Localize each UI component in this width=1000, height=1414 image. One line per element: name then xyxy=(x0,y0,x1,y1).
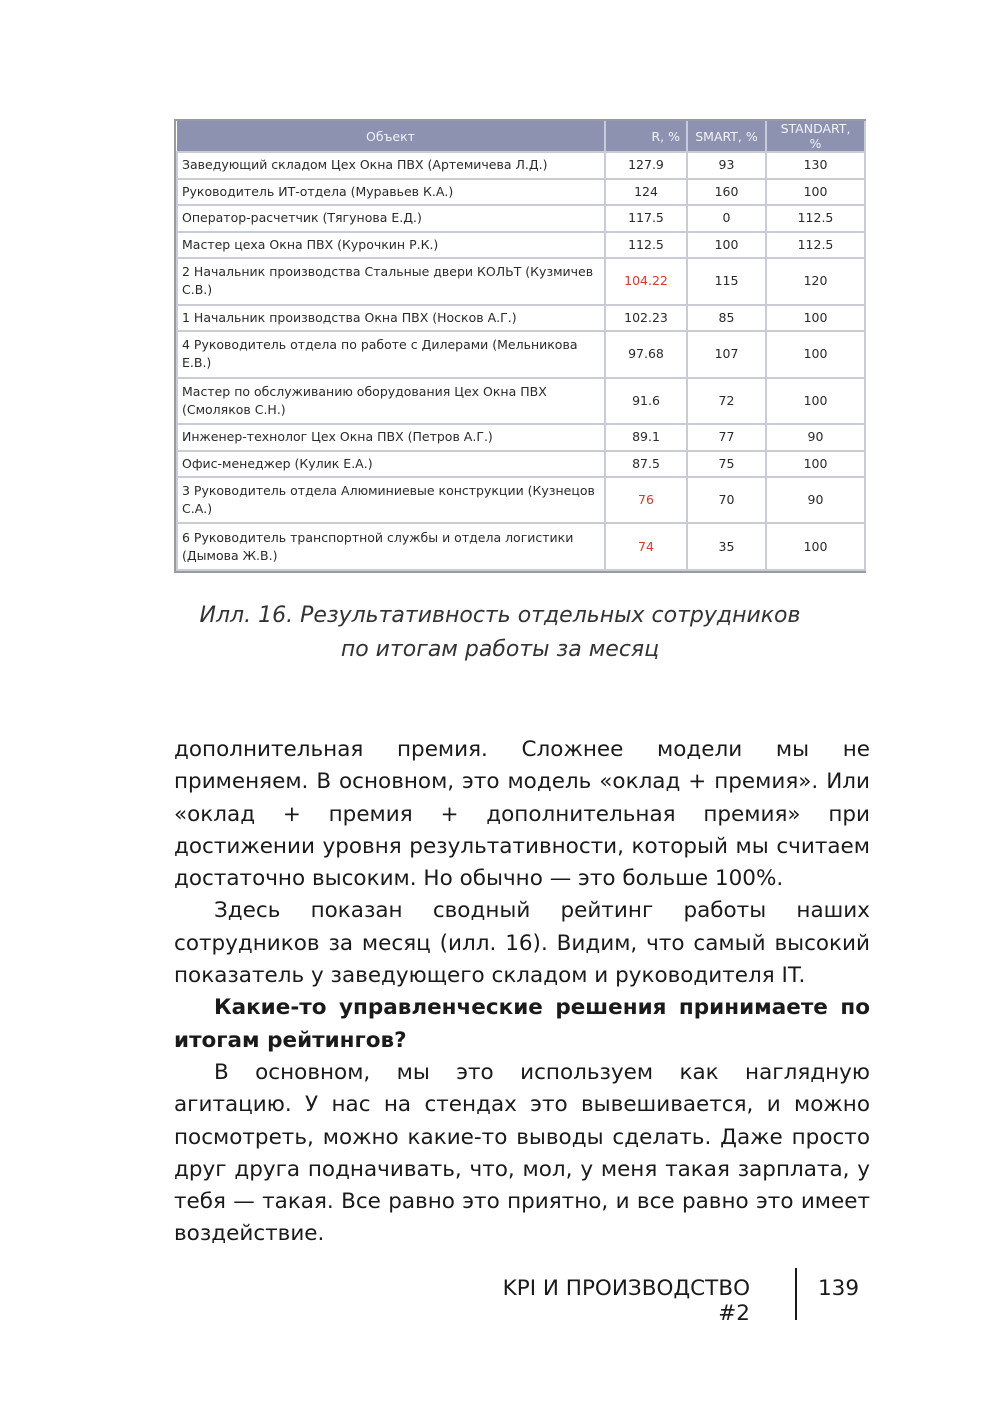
paragraph-3: В основном, мы это используем как наглядную агитацию. У нас на стендах это вывешивается, и можно посмотреть, можно какие-то выводы сделать. Даже просто друг друга подначивать, что, мол, у меня такая зарплата, у тебя — такая. Все равно это приятно, и все равно это имеет воздействие. xyxy=(174,1059,870,1247)
table-header-row xyxy=(177,121,865,152)
cell-smart: 77 xyxy=(687,424,766,451)
cell-r: 117.5 xyxy=(605,205,687,232)
header-smart: SMART, % xyxy=(687,121,766,152)
table-row xyxy=(177,378,865,424)
header-r: R, % xyxy=(605,121,687,152)
cell-object: 4 Руководитель отдела по работе с Дилерами (Мельникова Е.В.) xyxy=(177,331,605,377)
body-text xyxy=(174,734,870,1251)
cell-standart: 100 xyxy=(766,523,865,570)
cell-object: Оператор-расчетчик (Тягунова Е.Д.) xyxy=(177,205,605,232)
cell-object: 1 Начальник производства Окна ПВХ (Носков А.Г.) xyxy=(177,305,605,332)
cell-object: Мастер по обслуживанию оборудования Цех Окна ПВХ (Смоляков С.Н.) xyxy=(177,378,605,424)
table-row xyxy=(177,523,865,570)
page-number: 139 xyxy=(818,1276,860,1301)
paragraph-1: дополнительная премия. Сложнее модели мы не применяем. В основном, это модель «оклад + премия». Или «оклад + премия + дополнительная премия» при достижении уровня результативности, который мы считаем достаточно высоким. Но обычно — это больше 100%. xyxy=(174,737,870,892)
table-row xyxy=(177,152,865,179)
footer-divider xyxy=(795,1268,797,1320)
cell-smart: 85 xyxy=(687,305,766,332)
table-row xyxy=(177,179,865,206)
cell-smart: 107 xyxy=(687,331,766,377)
cell-object: 2 Начальник производства Стальные двери КОЛЬТ (Кузмичев С.В.) xyxy=(177,258,605,304)
cell-r: 97.68 xyxy=(605,331,687,377)
cell-r: 104.22 xyxy=(605,258,687,304)
cell-smart: 35 xyxy=(687,523,766,570)
cell-standart: 100 xyxy=(766,378,865,424)
cell-standart: 112.5 xyxy=(766,232,865,259)
cell-smart: 72 xyxy=(687,378,766,424)
cell-r: 102.23 xyxy=(605,305,687,332)
kpi-table xyxy=(176,121,866,571)
cell-r: 124 xyxy=(605,179,687,206)
cell-object: Заведующий складом Цех Окна ПВХ (Артемичева Л.Д.) xyxy=(177,152,605,179)
cell-object: Офис-менеджер (Кулик Е.А.) xyxy=(177,451,605,478)
cell-r: 76 xyxy=(605,477,687,523)
figure-caption-line1: Илл. 16. Результативность отдельных сотрудников xyxy=(199,603,801,628)
table-row xyxy=(177,232,865,259)
cell-r: 91.6 xyxy=(605,378,687,424)
cell-standart: 130 xyxy=(766,152,865,179)
running-footer-title: KPI И ПРОИЗВОДСТВО #2 xyxy=(502,1276,750,1326)
cell-object: 3 Руководитель отдела Алюминиевые конструкции (Кузнецов С.А.) xyxy=(177,477,605,523)
cell-r: 89.1 xyxy=(605,424,687,451)
cell-standart: 100 xyxy=(766,331,865,377)
cell-r: 74 xyxy=(605,523,687,570)
cell-smart: 160 xyxy=(687,179,766,206)
cell-standart: 100 xyxy=(766,305,865,332)
cell-smart: 93 xyxy=(687,152,766,179)
cell-smart: 0 xyxy=(687,205,766,232)
cell-smart: 115 xyxy=(687,258,766,304)
header-object: Объект xyxy=(177,121,605,152)
cell-standart: 120 xyxy=(766,258,865,304)
cell-r: 112.5 xyxy=(605,232,687,259)
paragraph-2: Здесь показан сводный рейтинг работы наших сотрудников за месяц (илл. 16). Видим, что самый высокий показатель у заведующего складом и руководителя IT. xyxy=(174,898,870,989)
table-row xyxy=(177,424,865,451)
cell-r: 127.9 xyxy=(605,152,687,179)
cell-smart: 75 xyxy=(687,451,766,478)
cell-standart: 100 xyxy=(766,451,865,478)
cell-smart: 100 xyxy=(687,232,766,259)
cell-smart: 70 xyxy=(687,477,766,523)
table-body xyxy=(177,152,865,570)
kpi-table-figure xyxy=(174,119,866,573)
cell-standart: 112.5 xyxy=(766,205,865,232)
interview-question: Какие-то управленческие решения принимаете по итогам рейтингов? xyxy=(174,995,870,1053)
cell-r: 87.5 xyxy=(605,451,687,478)
table-row xyxy=(177,258,865,304)
figure-caption-line2: по итогам работы за месяц xyxy=(340,637,660,662)
table-row xyxy=(177,205,865,232)
header-standart: STANDART, % xyxy=(766,121,865,152)
table-row xyxy=(177,331,865,377)
cell-standart: 90 xyxy=(766,477,865,523)
cell-object: 6 Руководитель транспортной службы и отдела логистики (Дымова Ж.В.) xyxy=(177,523,605,570)
cell-object: Инженер-технолог Цех Окна ПВХ (Петров А.Г.) xyxy=(177,424,605,451)
table-row xyxy=(177,305,865,332)
cell-object: Руководитель ИТ-отдела (Муравьев К.А.) xyxy=(177,179,605,206)
table-row xyxy=(177,477,865,523)
cell-standart: 100 xyxy=(766,179,865,206)
table-row xyxy=(177,451,865,478)
cell-object: Мастер цеха Окна ПВХ (Курочкин Р.К.) xyxy=(177,232,605,259)
cell-standart: 90 xyxy=(766,424,865,451)
